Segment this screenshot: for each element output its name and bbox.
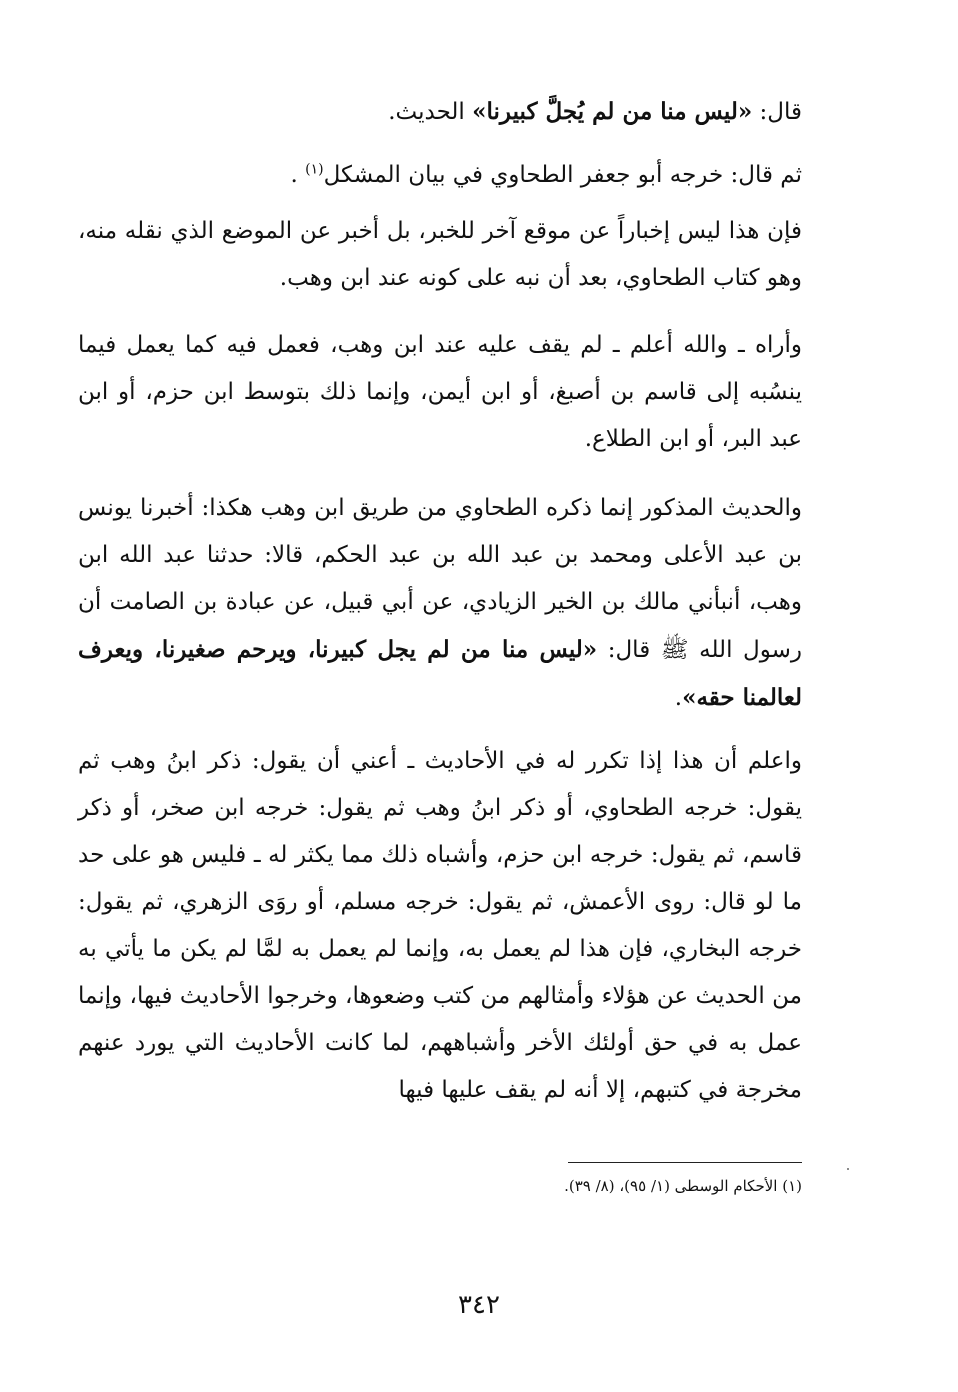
footnote-text: (١) الأحكام الوسطى (١/ ٩٥)، (٨/ ٣٩). [564,1177,802,1195]
hadith-quote-2: «ليس منا من لم يجل كبيرنا، ويرحم صغيرنا، ويعرف لعالمنا حقه» [78,636,802,711]
footnote-reference: (١) [305,161,324,178]
paragraph-2 [78,152,802,199]
paragraph-4 [78,322,802,463]
paragraph-5-end: . [674,685,683,711]
paragraph-3 [78,208,802,302]
footnote [378,1174,802,1198]
paragraph-5 [78,485,802,722]
paragraph-1 [78,88,802,136]
footnote-divider [568,1162,802,1163]
paragraph-2-text: ثم قال: خرجه أبو جعفر الطحاوي في بيان المشكل [323,162,802,188]
paragraph-6-text: واعلم أن هذا إذا تكرر له في الأحاديث ـ أعني أن يقول: ذكر ابنُ وهب ثم يقول: خرجه الطحاوي، أو ذكر ابنُ وهب ثم يقول: خرجه ابن صخر، أو ذكر قاسم، ثم يقول: خرجه ابن حزم، وأشباه ذلك مما يكثر له ـ فليس هو على حد ما لو قال: روى الأعمش، ثم يقول: خرجه مسلم، أو روَى الزهري، ثم يقول: خرجه البخاري، فإن هذا لم يعمل به، وإنما لم يعمل به لمَّا لم يكن ما يأتي به من الحديث عن هؤلاء وأمثالهم من كتب وضعوها، وخرجوا الأحاديث فيها، وإنما عمل به في حق أولئك الأخر وأشباههم، لما كانت الأحاديث التي يورد عنهم مخرجة في كتبهم، إلا أنه لم يقف عليها فيها [78,748,802,1103]
hadith-quote-1: «ليس منا من لم يُجلَّ كبيرنا» [472,98,753,125]
paragraph-4-text: وأراه ـ والله أعلم ـ لم يقف عليه عند ابن وهب، فعمل فيه كما يعمل فيما ينسُبه إلى قاسم بن أصبغ، أو ابن أيمن، وإنما ذلك بتوسط ابن حزم، أو ابن عبد البر، أو ابن الطلاع. [78,332,802,452]
paragraph-6 [78,738,802,1114]
paragraph-1-suffix: الحديث. [388,99,473,125]
page-number: ٣٤٢ [458,1290,500,1320]
paragraph-2-end: . [290,162,306,188]
scan-speck [847,1168,849,1170]
paragraph-5-text: والحديث المذكور إنما ذكره الطحاوي من طريق ابن وهب هكذا: أخبرنا يونس بن عبد الأعلى ومحمد بن عبد الله بن عبد الحكم، قالا: حدثنا عبد الله ابن وهب، أنبأني مالك بن الخير الزيادي، عن أبي قبيل، عن عبادة بن الصامت أن رسول الله ﷺ قال: [78,495,802,663]
paragraph-1-prefix: قال: [752,99,802,125]
paragraph-3-text: فإن هذا ليس إخباراً عن موقع آخر للخبر، بل أخبر عن الموضع الذي نقله منه، وهو كتاب الطحاوي، بعد أن نبه على كونه عند ابن وهب. [78,218,802,291]
